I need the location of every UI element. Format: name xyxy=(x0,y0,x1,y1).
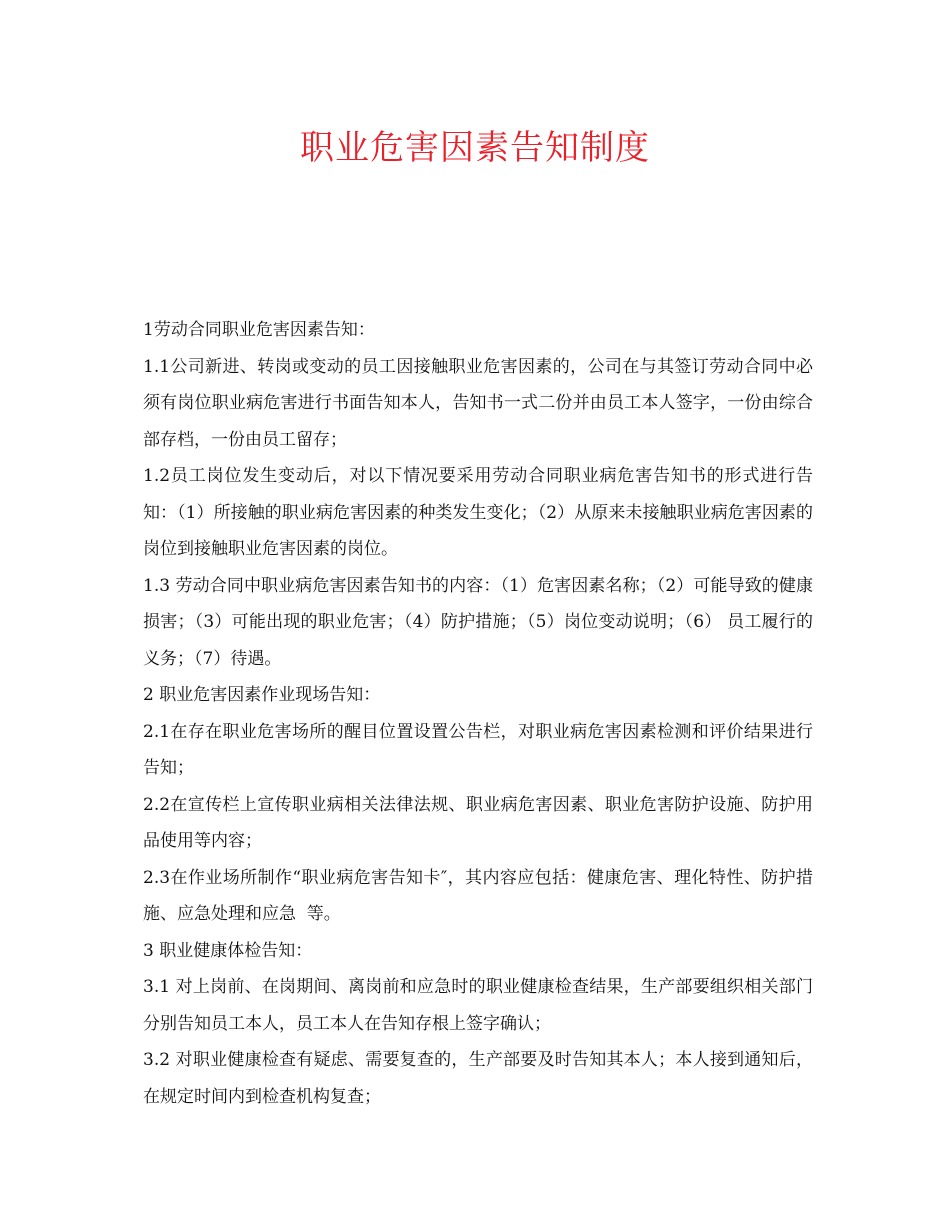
paragraph-2-2: 2.2在宣传栏上宣传职业病相关法律法规、职业病危害因素、职业危害防护设施、防护用品使用等内容； xyxy=(143,794,813,851)
paragraph-2-1: 2.1在存在职业危害场所的醒目位置设置公告栏，对职业病危害因素检测和评价结果进行告知； xyxy=(143,721,813,778)
paragraph-2: 2 职业危害因素作业现场告知： xyxy=(143,685,381,705)
paragraph-2-3: 2.3在作业场所制作“职业病危害告知卡″，其内容应包括：健康危害、理化特性、防护措施、应急处理和应急 等。 xyxy=(143,867,813,924)
paragraph-3-2: 3.2 对职业健康检查有疑虑、需要复查的，生产部要及时告知其本人；本人接到通知后，在规定时间内到检查机构复查； xyxy=(143,1050,813,1107)
paragraph-1-2: 1.2员工岗位发生变动后，对以下情况要采用劳动合同职业病危害告知书的形式进行告知：（1）所接触的职业病危害因素的种类发生变化；（2）从原来未接触职业病危害因素的岗位到接触职业危害因素的岗位。 xyxy=(143,466,813,559)
paragraph-1: 1劳动合同职业危害因素告知： xyxy=(143,320,375,340)
document-title: 职业危害因素告知制度 xyxy=(300,128,650,168)
paragraph-3-1: 3.1 对上岗前、在岗期间、离岗前和应急时的职业健康检查结果，生产部要组织相关部门分别告知员工本人，员工本人在告知存根上签字确认； xyxy=(143,977,813,1034)
paragraph-3: 3 职业健康体检告知： xyxy=(143,940,313,961)
paragraph-1-1: 1.1公司新进、转岗或变动的员工因接触职业危害因素的，公司在与其签订劳动合同中必须有岗位职业病危害进行书面告知本人，告知书一式二份并由员工本人签字，一份由综合部存档，一份由员工留存； xyxy=(143,356,813,450)
paragraph-1-3: 1.3 劳动合同中职业病危害因素告知书的内容：（1）危害因素名称；（2）可能导致的健康损害；（3）可能出现的职业危害；（4）防护措施；（5）岗位变动说明；（6） 员工履行的义务；（7）待遇。 xyxy=(143,575,813,669)
document-body xyxy=(143,312,813,1115)
